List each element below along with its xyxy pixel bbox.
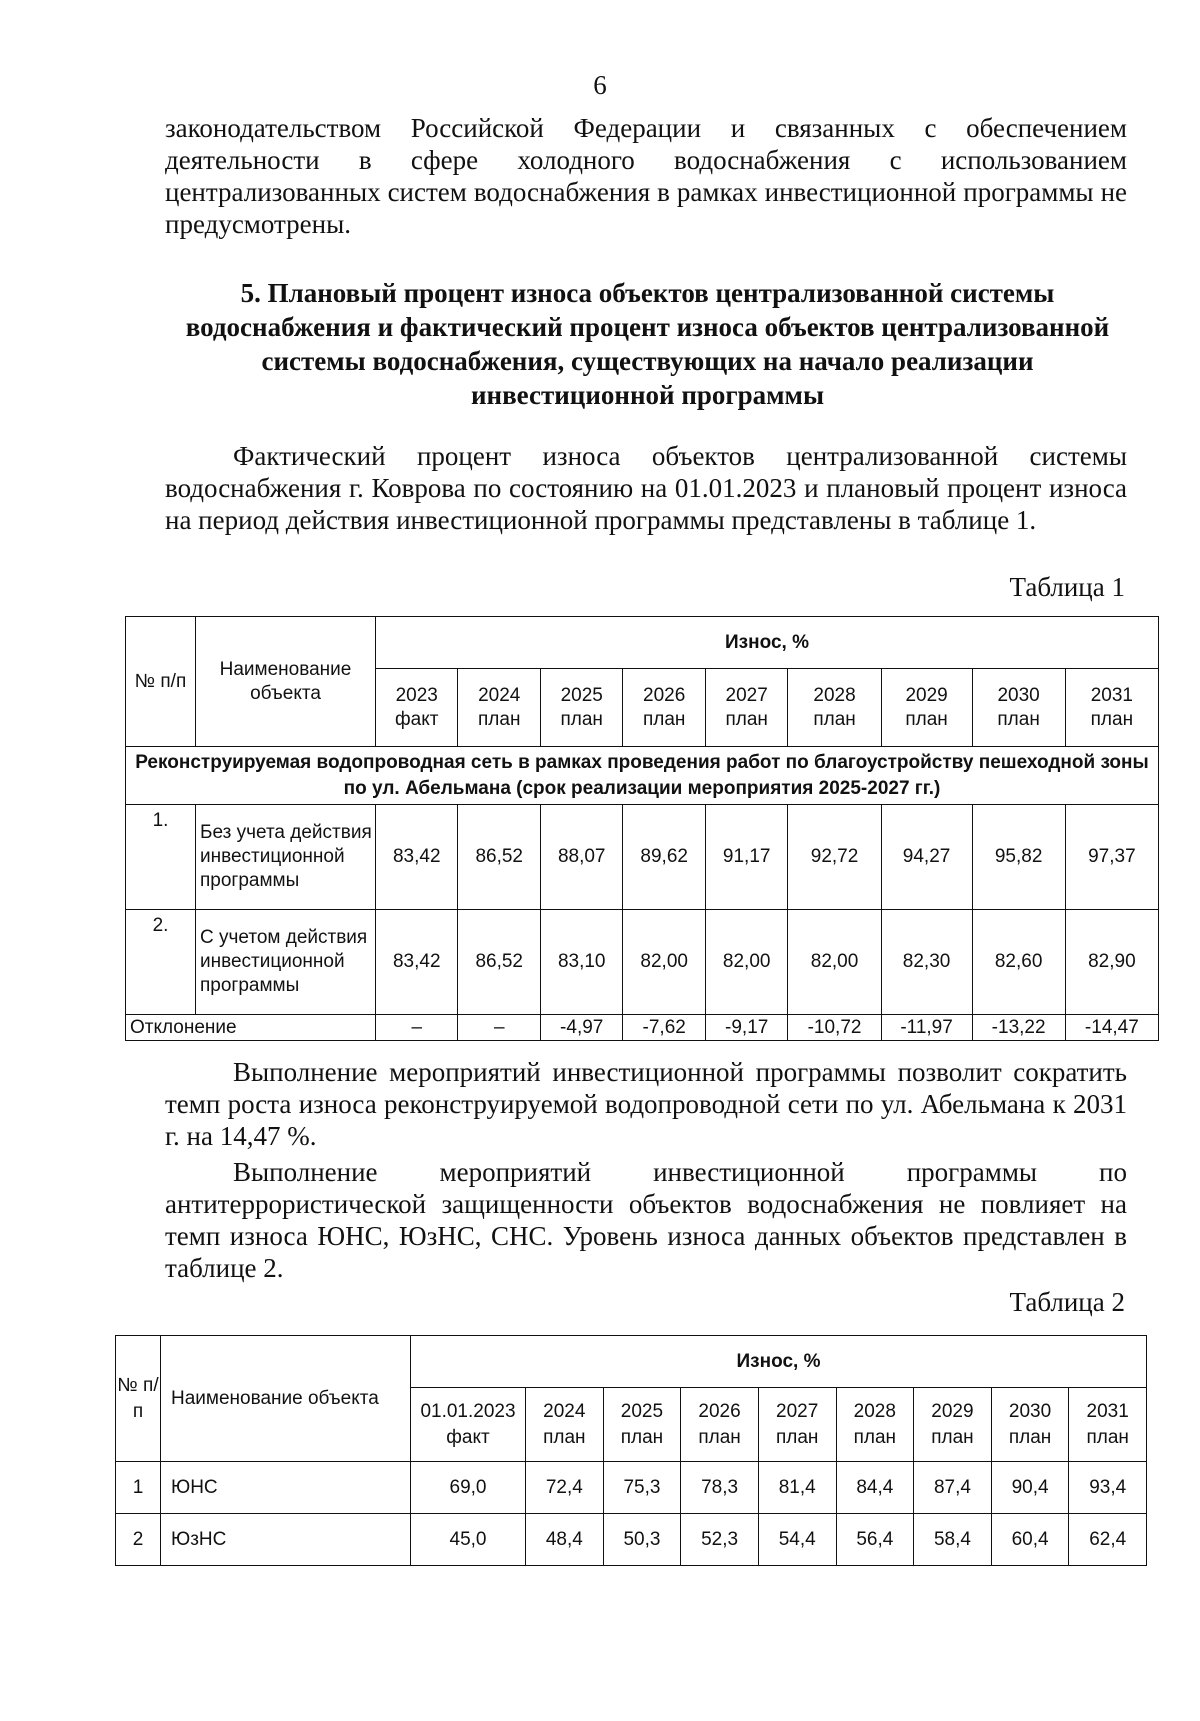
year-kind: план — [478, 708, 521, 730]
table-cell: 93,4 — [1069, 1462, 1147, 1514]
year-label: 2027 — [776, 1400, 819, 1422]
table-cell: – — [458, 1015, 540, 1041]
table-cell: 95,82 — [972, 805, 1065, 910]
table-cell: -13,22 — [972, 1015, 1065, 1041]
year-label: 2029 — [905, 684, 948, 706]
paragraph-intro: Фактический процент износа объектов централизованной системы водоснабжения г. Коврова по состоянию на 01.01.2023 и плановый процент износа на период действия инвестиционной программы представлены в таблице 1. — [165, 441, 1127, 535]
deviation-label: Отклонение — [126, 1015, 376, 1041]
year-label: 2026 — [643, 684, 686, 706]
year-label: 2030 — [997, 684, 1040, 706]
year-kind: план — [1086, 1426, 1129, 1448]
year-kind: факт — [395, 708, 439, 730]
year-label: 2023 — [395, 684, 438, 706]
year-kind: план — [698, 1426, 741, 1448]
table-cell: 87,4 — [914, 1462, 992, 1514]
year-kind: факт — [446, 1426, 490, 1448]
year-kind: план — [1090, 708, 1134, 730]
table2-year-header — [1069, 1388, 1147, 1462]
table2-year-header — [758, 1388, 836, 1462]
table-cell: – — [376, 1015, 458, 1041]
table1-year-header — [376, 669, 458, 747]
table1-year-header — [788, 669, 881, 747]
table-cell: 62,4 — [1069, 1514, 1147, 1566]
table1-year-header — [881, 669, 972, 747]
table-cell: -9,17 — [705, 1015, 787, 1041]
table2-header-group: Износ, % — [411, 1336, 1147, 1388]
year-kind: план — [931, 1426, 974, 1448]
table-row — [126, 805, 1159, 910]
year-kind: план — [853, 1426, 897, 1448]
table-cell: 58,4 — [914, 1514, 992, 1566]
year-kind: план — [905, 708, 948, 730]
table-cell: 86,52 — [458, 805, 540, 910]
year-kind: план — [543, 1426, 586, 1448]
year-label: 2027 — [725, 684, 768, 706]
table2-header-num: № п/п — [116, 1336, 161, 1462]
table-cell: -11,97 — [881, 1015, 972, 1041]
table-cell: 56,4 — [836, 1514, 914, 1566]
year-label: 2029 — [931, 1400, 974, 1422]
row-num: 1. — [126, 805, 196, 910]
table-cell: 82,90 — [1065, 910, 1158, 1015]
year-kind: план — [725, 708, 768, 730]
table2-year-header — [836, 1388, 914, 1462]
table-cell: 72,4 — [526, 1462, 604, 1514]
table2-caption: Таблица 2 — [1009, 1287, 1125, 1317]
row-name: ЮзНС — [161, 1514, 411, 1566]
table1-caption: Таблица 1 — [1009, 572, 1125, 602]
table-cell: -14,47 — [1065, 1015, 1158, 1041]
row-num: 1 — [116, 1462, 161, 1514]
table-cell: 83,42 — [376, 805, 458, 910]
table-cell: 91,17 — [705, 805, 787, 910]
row-name: Без учета действия инвестиционной программы — [196, 805, 376, 910]
table-cell: 82,60 — [972, 910, 1065, 1015]
row-name: С учетом действия инвестиционной программы — [196, 910, 376, 1015]
table2-year-header — [681, 1388, 759, 1462]
year-label: 2030 — [1008, 1400, 1052, 1422]
table2-year-header — [411, 1388, 526, 1462]
year-label: 2025 — [620, 1400, 664, 1422]
table-cell: 88,07 — [540, 805, 622, 910]
table-cell: 83,42 — [376, 910, 458, 1015]
table-cell: 82,00 — [788, 910, 881, 1015]
paragraph-top: законодательством Российской Федерации и связанных с обеспечением деятельности в сфере холодного водоснабжения с использованием централизованных систем водоснабжения в рамках инвестиционной программы не предусмотрены. — [165, 113, 1127, 239]
year-kind: план — [620, 1426, 664, 1448]
table2-year-header — [526, 1388, 604, 1462]
table2-year-header — [603, 1388, 681, 1462]
year-label: 2024 — [543, 1400, 586, 1422]
year-kind: план — [775, 1426, 819, 1448]
table-1 — [125, 616, 1159, 1041]
table-cell: 45,0 — [411, 1514, 526, 1566]
year-label: 01.01.2023 — [420, 1400, 516, 1422]
table-cell: 75,3 — [603, 1462, 681, 1514]
table1-year-header — [705, 669, 787, 747]
paragraph-table2-intro: Выполнение мероприятий инвестиционной программы по антитеррористической защищенности объектов водоснабжения не повлияет на темп износа ЮНС, ЮзНС, СНС. Уровень износа данных объектов представлен в таблице 2. — [165, 1157, 1127, 1283]
table-row — [126, 910, 1159, 1015]
table-2 — [115, 1335, 1147, 1566]
year-kind: план — [1008, 1426, 1052, 1448]
table-cell: 81,4 — [758, 1462, 836, 1514]
year-kind: план — [642, 708, 686, 730]
year-label: 2024 — [478, 684, 521, 706]
table-cell: 83,10 — [540, 910, 622, 1015]
table-row — [116, 1514, 1147, 1566]
year-label: 2031 — [1086, 1400, 1129, 1422]
table-cell: 82,00 — [705, 910, 787, 1015]
table2-year-header — [991, 1388, 1069, 1462]
table1-header-name: Наименование объекта — [196, 617, 376, 747]
section-heading: 5. Плановый процент износа объектов централизованной системы водоснабжения и фактический процент износа объектов централизованной системы водоснабжения, существующих на начало реализации инвестиционной программы — [185, 278, 1110, 410]
table-cell: 90,4 — [991, 1462, 1069, 1514]
table2-header-name: Наименование объекта — [161, 1336, 411, 1462]
row-num: 2. — [126, 910, 196, 1015]
year-label: 2031 — [1090, 684, 1133, 706]
table-cell: -10,72 — [788, 1015, 881, 1041]
row-num: 2 — [116, 1514, 161, 1566]
table-cell: 82,30 — [881, 910, 972, 1015]
table1-header-group: Износ, % — [376, 617, 1159, 669]
year-kind: план — [997, 708, 1040, 730]
table-cell: 92,72 — [788, 805, 881, 910]
table-cell: 52,3 — [681, 1514, 759, 1566]
table1-header-num: № п/п — [126, 617, 196, 747]
table-cell: 84,4 — [836, 1462, 914, 1514]
year-kind: план — [560, 708, 603, 730]
table2-year-header — [914, 1388, 992, 1462]
table-cell: 97,37 — [1065, 805, 1158, 910]
table1-year-header — [623, 669, 705, 747]
table-cell: -7,62 — [623, 1015, 705, 1041]
table1-section-title: Реконструируемая водопроводная сеть в рамках проведения работ по благоустройству пешеходной зоны по ул. Абельмана (срок реализации мероприятия 2025-2027 гг.) — [126, 747, 1159, 805]
row-name: ЮНС — [161, 1462, 411, 1514]
table1-year-header — [972, 669, 1065, 747]
year-label: 2025 — [560, 684, 603, 706]
table-cell: 60,4 — [991, 1514, 1069, 1566]
table-cell: 69,0 — [411, 1462, 526, 1514]
table-cell: 94,27 — [881, 805, 972, 910]
table-cell: -4,97 — [540, 1015, 622, 1041]
year-label: 2026 — [698, 1400, 741, 1422]
table-cell: 86,52 — [458, 910, 540, 1015]
page-number: 6 — [593, 70, 607, 100]
table1-year-header — [458, 669, 540, 747]
table1-year-header — [1065, 669, 1158, 747]
deviation-row — [126, 1015, 1159, 1041]
table-cell: 82,00 — [623, 910, 705, 1015]
table-cell: 50,3 — [603, 1514, 681, 1566]
year-label: 2028 — [813, 684, 856, 706]
year-label: 2028 — [853, 1400, 896, 1422]
table-cell: 48,4 — [526, 1514, 604, 1566]
year-kind: план — [813, 708, 856, 730]
paragraph-after-table1: Выполнение мероприятий инвестиционной программы позволит сократить темп роста износа реконструируемой водопроводной сети по ул. Абельмана к 2031 г. на 14,47 %. — [165, 1057, 1127, 1151]
table-row — [116, 1462, 1147, 1514]
table-cell: 89,62 — [623, 805, 705, 910]
table1-year-header — [540, 669, 622, 747]
table-cell: 54,4 — [758, 1514, 836, 1566]
table-cell: 78,3 — [681, 1462, 759, 1514]
